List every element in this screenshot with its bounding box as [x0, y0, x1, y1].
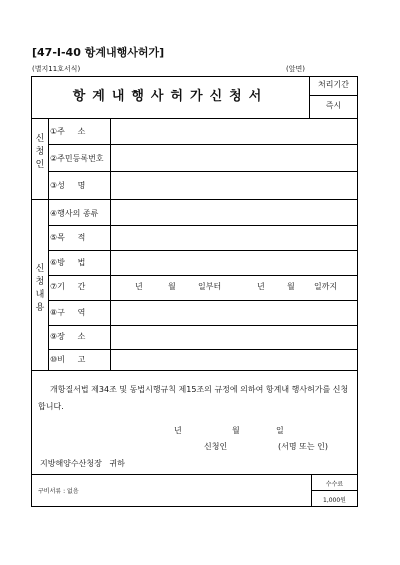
- period-end-month: 월: [287, 282, 295, 291]
- place-label: ⑨장 소: [50, 332, 86, 341]
- remarks-field[interactable]: [111, 350, 357, 370]
- processing-period-value: 즉시: [325, 101, 342, 110]
- processing-period-label: 처리기간: [318, 80, 349, 89]
- form-code-title: [47-Ⅰ-40 항계내행사허가]: [32, 46, 165, 59]
- period-start-year: 년: [135, 282, 143, 291]
- details-section-label: 신 청 내 용: [35, 264, 45, 313]
- sign-date-day: 일: [276, 426, 284, 435]
- name-label: ③성 명: [50, 181, 86, 190]
- period-end-day: 일까지: [314, 282, 338, 291]
- recipient: 지방해양수산청장 귀하: [40, 459, 125, 468]
- application-form: [31, 76, 358, 507]
- name-field[interactable]: [111, 172, 357, 198]
- period-label: ⑦기 간: [50, 282, 86, 291]
- address-label: ①주 소: [50, 127, 86, 136]
- signature-note: (서명 또는 인): [278, 442, 328, 451]
- place-field[interactable]: [111, 326, 357, 348]
- divider: [32, 370, 357, 371]
- period-end-year: 년: [257, 282, 265, 291]
- event-type-label: ④행사의 종류: [50, 209, 99, 218]
- purpose-label: ⑤목 적: [50, 233, 86, 242]
- purpose-field[interactable]: [111, 226, 357, 249]
- sign-date-month: 월: [232, 426, 240, 435]
- area-label: ⑧구 역: [50, 308, 86, 317]
- method-field[interactable]: [111, 251, 357, 274]
- form-title: 항계내행사허가신청서: [72, 89, 269, 104]
- period-start-month: 월: [168, 282, 176, 291]
- sign-date-year: 년: [174, 426, 182, 435]
- declaration-text: 개항질서법 제34조 및 동법시행규칙 제15조의 규정에 의하여 항계내 행사허가를 신청합니다.: [38, 385, 349, 411]
- fee-label: 수수료: [325, 481, 344, 488]
- required-documents: 구비서류 : 없음: [38, 488, 79, 495]
- resident-id-field[interactable]: [111, 145, 357, 170]
- period-start-day: 일부터: [198, 282, 222, 291]
- method-label: ⑥방 법: [50, 258, 86, 267]
- applicant-section-label: 신 청 인: [35, 134, 45, 170]
- page-side: (앞면): [286, 65, 305, 73]
- applicant-signature-label: 신청인: [204, 442, 228, 451]
- form-number: (별지11호서식): [32, 65, 81, 73]
- address-field[interactable]: [111, 119, 357, 143]
- fee-value: 1,000원: [323, 497, 346, 504]
- area-field[interactable]: [111, 301, 357, 324]
- resident-id-label: ②주민등록번호: [50, 154, 104, 163]
- divider: [309, 95, 357, 96]
- event-type-field[interactable]: [111, 200, 357, 224]
- divider: [32, 474, 357, 475]
- divider: [311, 490, 357, 491]
- remarks-label: ⑩비 고: [50, 355, 86, 364]
- divider: [48, 118, 49, 370]
